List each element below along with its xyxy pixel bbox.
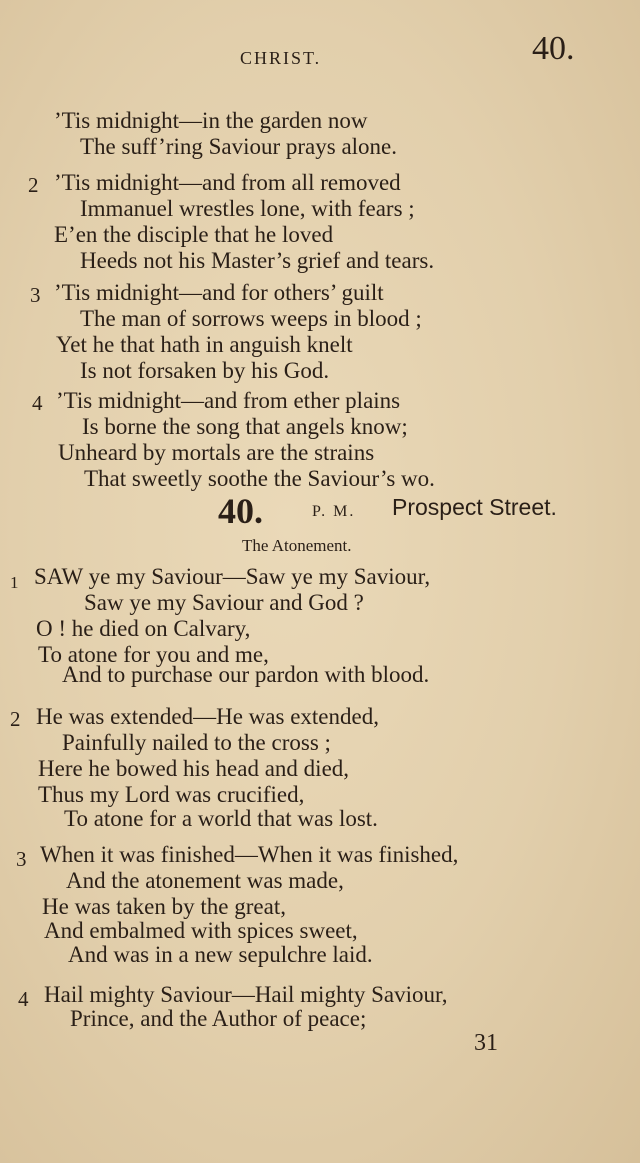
hymn39-s4-line2: Is borne the song that angels know;: [82, 414, 408, 439]
hymn40-s2-line1: He was extended—He was extended,: [36, 704, 379, 729]
page-number-bottom: 31: [474, 1030, 498, 1056]
hymn40-s1-line5: And to purchase our pardon with blood.: [62, 662, 430, 687]
hymn39-s4-line1: ’Tis midnight—and from ether plains: [56, 388, 401, 413]
hymn39-s3-number: 3: [30, 283, 41, 307]
hymn40-s2-line2: Painfully nailed to the cross ;: [62, 730, 331, 755]
hymn39-s2-line2: Immanuel wrestles lone, with fears ;: [80, 196, 415, 221]
hymn40-s3-line1: When it was finished—When it was finished,: [40, 842, 459, 867]
hymn39-s4-number: 4: [32, 391, 43, 415]
hymn-subtitle: The Atonement.: [242, 536, 352, 555]
hymn40-s3-number: 3: [16, 847, 27, 871]
hymn39-s1-line1: ’Tis midnight—in the garden now: [54, 108, 368, 133]
hymn39-s2-line3: E’en the disciple that he loved: [54, 222, 334, 247]
hymn40-s1-line4: To atone for you and me,: [38, 642, 269, 667]
hymn40-s4-number: 4: [18, 987, 29, 1011]
hymn40-s3-line3: He was taken by the great,: [42, 894, 286, 919]
hymn40-s3-line5: And was in a new sepulchre laid.: [68, 942, 373, 967]
hymn40-s3-line4: And embalmed with spices sweet,: [44, 918, 358, 943]
hymn39-s3-line3: Yet he that hath in anguish knelt: [56, 332, 353, 357]
hymn39-s2-line4: Heeds not his Master’s grief and tears.: [80, 248, 435, 273]
hymn40-s2-line3: Here he bowed his head and died,: [38, 756, 350, 781]
hymn39-s3-line2: The man of sorrows weeps in blood ;: [80, 306, 422, 331]
hymn39-s4-line3: Unheard by mortals are the strains: [58, 440, 375, 465]
running-head: CHRIST.: [240, 48, 322, 68]
hymn40-s4-line2: Prince, and the Author of peace;: [70, 1006, 367, 1031]
tune-name: Prospect Street.: [392, 494, 557, 520]
hymn39-s3-line1: ’Tis midnight—and for others’ guilt: [54, 280, 384, 305]
hymn40-s2-line5: To atone for a world that was lost.: [64, 806, 378, 831]
hymn40-s1-line1: SAW ye my Saviour—Saw ye my Saviour,: [34, 564, 431, 589]
hymn39-s3-line4: Is not forsaken by his God.: [80, 358, 330, 383]
hymn39-s4-line4: That sweetly soothe the Saviour’s wo.: [84, 466, 435, 491]
hymn39-s2-number: 2: [28, 173, 39, 197]
hymn40-s1-line2: Saw ye my Saviour and God ?: [84, 590, 364, 615]
hymn39-s1-line2: The suff’ring Saviour prays alone.: [80, 134, 398, 159]
page-number-top: 40.: [532, 30, 575, 67]
hymn40-s2-number: 2: [10, 707, 21, 731]
hymn-number: 40.: [218, 491, 263, 531]
hymn40-s3-line2: And the atonement was made,: [66, 868, 344, 893]
hymn40-s1-number: 1: [10, 573, 19, 592]
hymn39-s2-line1: ’Tis midnight—and from all removed: [54, 170, 401, 195]
meter: P. M.: [312, 503, 356, 520]
hymn40-s2-line4: Thus my Lord was crucified,: [38, 782, 305, 807]
hymn40-s1-line3: O ! he died on Calvary,: [36, 616, 251, 641]
hymn40-s4-line1: Hail mighty Saviour—Hail mighty Saviour,: [44, 982, 448, 1007]
